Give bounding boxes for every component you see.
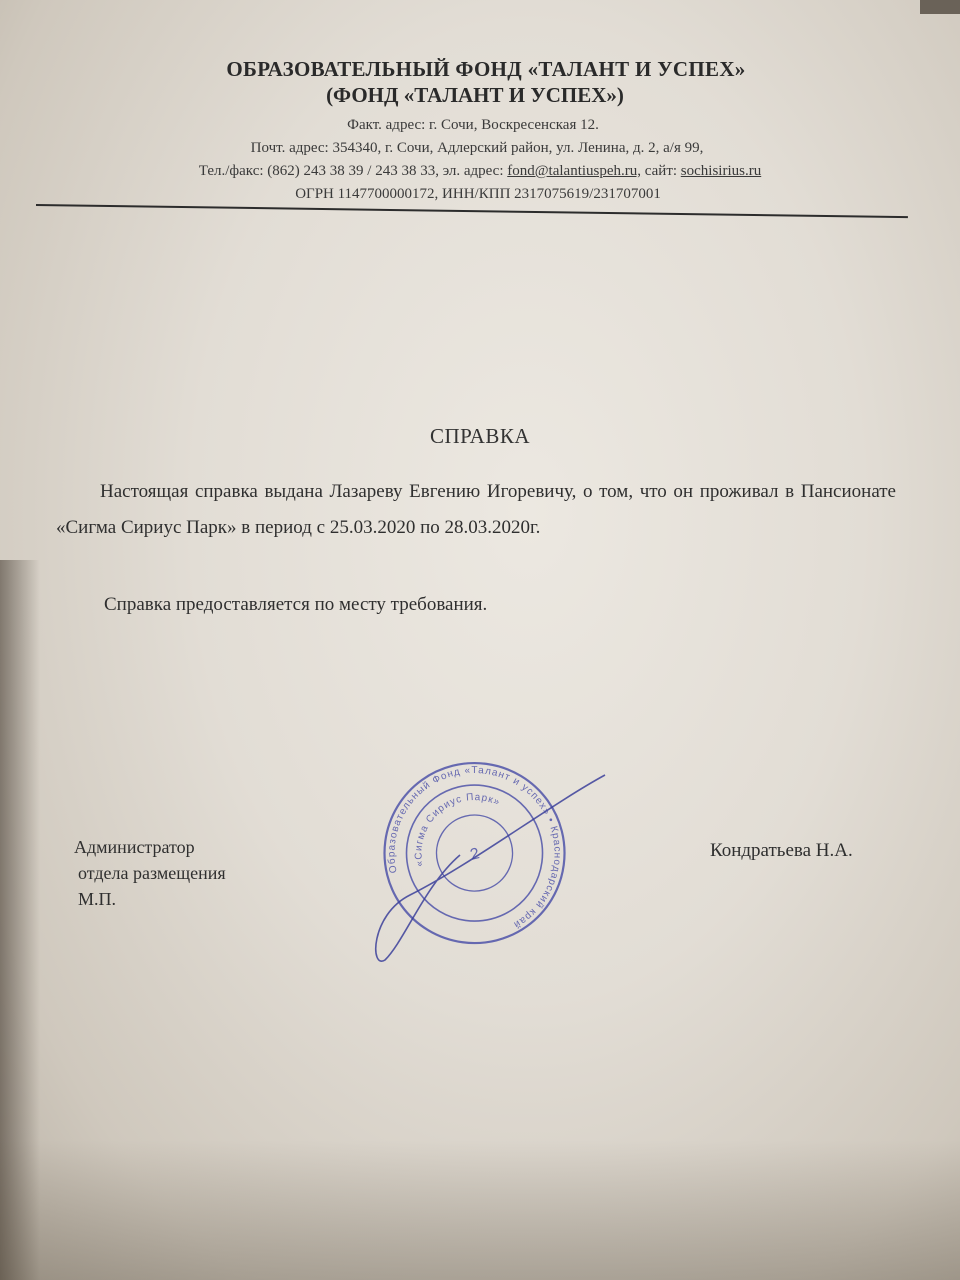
- letterhead: [0, 56, 960, 206]
- email-link: fond@talantiuspeh.ru,: [507, 163, 642, 179]
- stamp-inner-text: «Сигма Сириус Парк»: [413, 791, 502, 868]
- postal-address: Почт. адрес: 354340, г. Сочи, Адлерский район, ул. Ленина, д. 2, а/я 99,: [250, 140, 704, 156]
- org-short-name: (ФОНД «ТАЛАНТ И УСПЕХ»): [326, 83, 624, 107]
- site-label: сайт:: [641, 163, 681, 179]
- phone-text: Тел./факс: (862) 243 38 39 / 243 38 33, эл. адрес:: [198, 163, 508, 179]
- seal-place-label: М.П.: [78, 889, 117, 909]
- header-divider: [36, 204, 908, 218]
- fact-address: Факт. адрес: г. Сочи, Воскресенская 12.: [347, 117, 599, 133]
- position-line-1: Администратор: [74, 837, 195, 857]
- signatory-name: Кондратьева Н.А.: [710, 840, 853, 861]
- stamp-seal-icon: [350, 735, 620, 975]
- paper-bottom-shadow: [0, 1140, 960, 1280]
- stamp-outer-text: Образовательный Фонд «Талант и успех» • Краснодарский край: [386, 765, 563, 931]
- document-title: СПРАВКА: [429, 424, 530, 448]
- registry-numbers: ОГРН 1147700000172, ИНН/КПП 2317075619/231707001: [295, 186, 661, 202]
- signatory-block: [74, 834, 226, 912]
- official-stamp: [350, 735, 620, 975]
- contact-line: [0, 160, 960, 183]
- certificate-note: Справка предоставляется по месту требования.: [104, 594, 488, 615]
- site-link: sochisirius.ru: [680, 163, 762, 179]
- stamp-number: 2: [468, 845, 482, 864]
- org-name: ОБРАЗОВАТЕЛЬНЫЙ ФОНД «ТАЛАНТ И УСПЕХ»: [226, 57, 746, 81]
- certificate-body: Настоящая справка выдана Лазареву Евгению Игоревичу, о том, что он проживал в Пансионате «Сигма Сириус Парк» в период с 25.03.2020 по 28.03.2020г.: [56, 481, 896, 538]
- background-corner: [920, 0, 960, 14]
- position-line-2: отдела размещения: [78, 863, 226, 883]
